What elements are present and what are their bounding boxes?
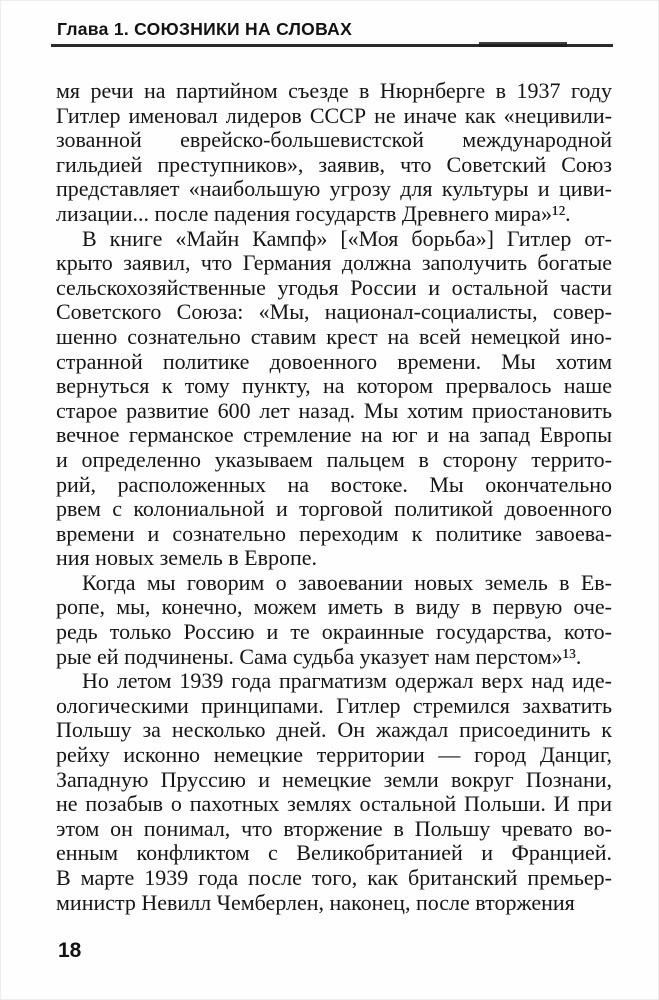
- text-line: министр Невилл Чемберлен, наконец, после вторжения: [56, 890, 575, 915]
- text-line: редь только Россию и те окраинные государства, кото-: [56, 620, 612, 645]
- header-rule-scan-artifact: [479, 42, 567, 47]
- text-line: рий, расположенных на востоке. Мы окончательно: [56, 472, 612, 497]
- text-line: и определенно указываем пальцем в сторону террито-: [56, 447, 612, 472]
- text-line: мя речи на партийном съезде в Нюрнберге в 1937 году: [56, 79, 612, 103]
- text-line: Польшу за несколько дней. Он жаждал присоединить к: [56, 718, 612, 743]
- text-line: лизации... после падения государств Древнего мира»¹².: [56, 201, 571, 226]
- text-line: Когда мы говорим о завоевании новых земель в Ев-: [82, 570, 612, 595]
- page-number: 18: [58, 939, 82, 962]
- text-line: рвем с колониальной и торговой политикой довоенного: [56, 497, 612, 522]
- text-line: рейху исконно немецкие территории — город Данциг,: [56, 743, 612, 768]
- chapter-running-header: Глава 1. СОЮЗНИКИ НА СЛОВАХ: [57, 19, 353, 39]
- text-line: зованной еврейско-большевистской международной: [56, 128, 612, 153]
- text-line: гильдией преступников», заявив, что Советский Союз: [56, 152, 612, 177]
- body-text: [56, 79, 612, 915]
- text-line: времени и сознательно переходим к политике завоева-: [56, 521, 612, 546]
- text-line: крыто заявил, что Германия должна заполучить богатые: [56, 251, 612, 276]
- text-line: В марте 1939 года после того, как британский премьер-: [56, 866, 612, 890]
- text-line: не позабыв о пахотных землях остальной Польши. И при: [56, 792, 612, 817]
- text-line: старое развитие 600 лет назад. Мы хотим приостановить: [56, 398, 612, 423]
- text-line: шенно сознательно ставим крест на всей немецкой ино-: [56, 324, 612, 349]
- text-line: вечное германское стремление на юг и на запад Европы: [56, 423, 612, 448]
- text-line: ния новых земель в Европе.: [56, 546, 318, 571]
- text-line: Западную Пруссию и немецкие земли вокруг Познани,: [56, 767, 612, 792]
- text-line: странной политике довоенного времени. Мы хотим: [56, 349, 612, 374]
- text-line: ологическими принципами. Гитлер стремился захватить: [56, 693, 612, 718]
- text-line: Но летом 1939 года прагматизм одержал верх над иде-: [82, 669, 612, 694]
- text-line: енным конфликтом с Великобританией и Францией.: [56, 841, 612, 866]
- text-line: Гитлер именовал лидеров СССР не иначе как «нецивили-: [56, 103, 612, 128]
- text-line: рые ей подчинены. Сама судьба указует нам перстом»¹³.: [56, 644, 582, 669]
- text-line: Советского Союза: «Мы, национал-социалисты, совер-: [56, 300, 612, 325]
- text-line: ропе, мы, конечно, можем иметь в виду в первую оче-: [56, 595, 612, 620]
- text-line: этом он понимал, что вторжение в Польшу чревато во-: [56, 816, 612, 841]
- text-line: сельскохозяйственные угодья России и остальной части: [56, 275, 612, 300]
- text-line: представляет «наибольшую угрозу для культуры и циви-: [56, 177, 612, 202]
- text-line: вернуться к тому пункту, на котором прервалось наше: [56, 374, 612, 399]
- text-line: В книге «Майн Кампф» [«Моя борьба»] Гитлер от-: [82, 226, 612, 251]
